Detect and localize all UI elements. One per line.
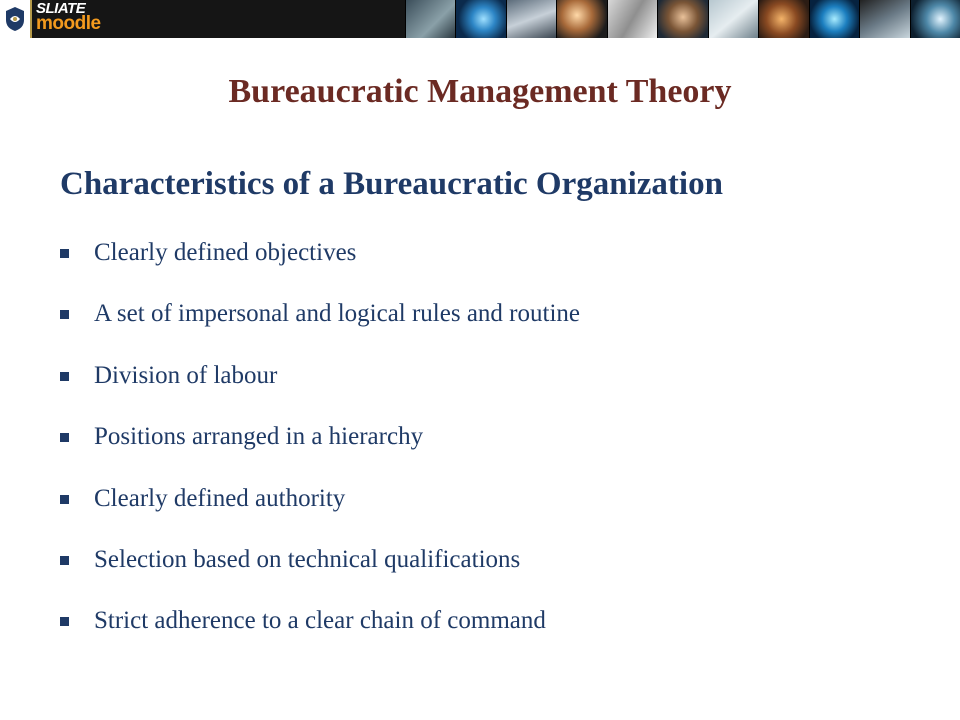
square-bullet-icon bbox=[60, 556, 69, 565]
bullet-item bbox=[60, 236, 580, 297]
bullet-text: A set of impersonal and logical rules and routine bbox=[94, 300, 580, 328]
square-bullet-icon bbox=[60, 617, 69, 626]
header-banner bbox=[0, 0, 960, 38]
photo-collage-banner bbox=[405, 0, 960, 38]
section-heading: Characteristics of a Bureaucratic Organization bbox=[60, 166, 723, 202]
collage-tile bbox=[556, 0, 606, 38]
bullet-text: Selection based on technical qualifications bbox=[94, 545, 521, 573]
brand-platform: moodle bbox=[36, 13, 101, 34]
collage-tile bbox=[657, 0, 707, 38]
collage-tile bbox=[809, 0, 859, 38]
square-bullet-icon bbox=[60, 433, 69, 442]
bullet-item bbox=[60, 543, 580, 604]
bullet-item bbox=[60, 482, 580, 543]
bullet-text: Strict adherence to a clear chain of command bbox=[94, 607, 546, 635]
collage-tile bbox=[607, 0, 657, 38]
collage-tile bbox=[506, 0, 556, 38]
bullet-item bbox=[60, 359, 580, 420]
bullet-item bbox=[60, 297, 580, 358]
square-bullet-icon bbox=[60, 310, 69, 319]
brand-logo bbox=[36, 2, 132, 36]
bullet-list bbox=[60, 236, 580, 666]
collage-tile bbox=[758, 0, 808, 38]
bullet-text: Division of labour bbox=[94, 361, 278, 389]
sliate-emblem-icon bbox=[0, 0, 32, 38]
square-bullet-icon bbox=[60, 249, 69, 258]
collage-tile bbox=[859, 0, 909, 38]
bullet-text: Clearly defined objectives bbox=[94, 239, 357, 266]
collage-tile bbox=[405, 0, 455, 38]
brand-name: SLIATE bbox=[36, 0, 86, 17]
collage-tile bbox=[455, 0, 505, 38]
slide-title: Bureaucratic Management Theory bbox=[228, 73, 732, 110]
bullet-item bbox=[60, 604, 580, 665]
square-bullet-icon bbox=[60, 372, 69, 381]
collage-tile bbox=[708, 0, 758, 38]
bullet-text: Clearly defined authority bbox=[94, 484, 346, 512]
square-bullet-icon bbox=[60, 495, 69, 504]
bullet-text: Positions arranged in a hierarchy bbox=[94, 423, 424, 451]
bullet-item bbox=[60, 420, 580, 481]
collage-tile bbox=[910, 0, 960, 38]
